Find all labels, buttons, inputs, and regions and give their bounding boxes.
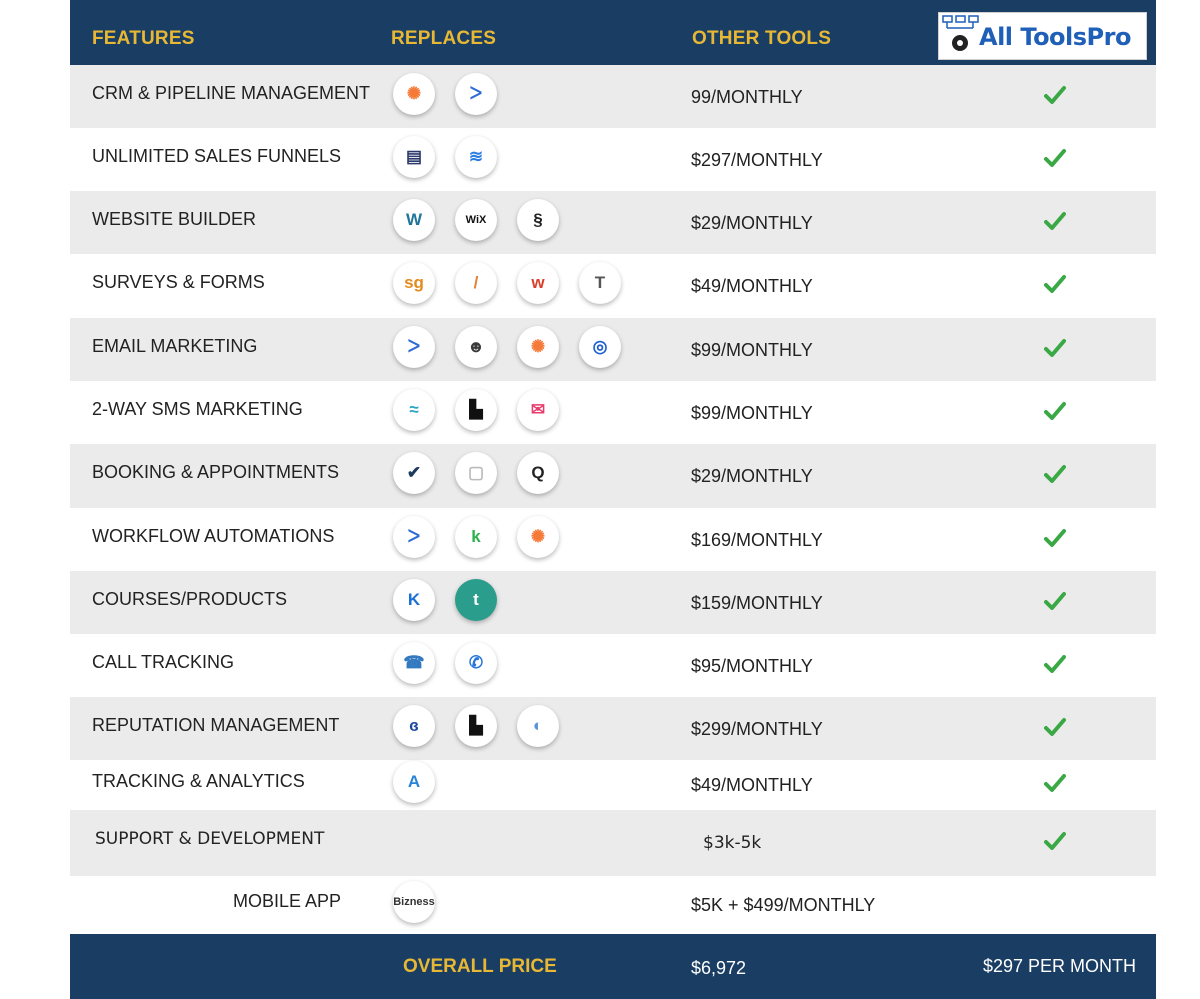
table-row xyxy=(70,65,1156,128)
grade-us-icon: ◐ xyxy=(517,705,559,747)
replaced-tools-icons xyxy=(393,73,497,115)
table-row xyxy=(70,810,1156,876)
simpletexting-icon: ≈ xyxy=(393,389,435,431)
replaced-tools-icons xyxy=(393,452,559,494)
feature-label: 2-WAY SMS MARKETING xyxy=(92,398,303,419)
checkmark-path xyxy=(1046,214,1064,228)
wufoo-icon: w xyxy=(517,262,559,304)
checkmark-path xyxy=(1046,404,1064,418)
table-row xyxy=(70,760,1156,810)
table-row xyxy=(70,128,1156,191)
replaced-tools-icons xyxy=(393,262,621,304)
checkmark-path xyxy=(1046,720,1064,734)
replaced-tools-icons xyxy=(393,136,497,178)
other-tools-price: $299/MONTHLY xyxy=(691,718,823,739)
calendly-icon: ✔ xyxy=(393,452,435,494)
calendar-icon: ▢ xyxy=(455,452,497,494)
checkmark-icon xyxy=(1044,401,1066,421)
wix-icon: WiX xyxy=(455,199,497,241)
feature-label: WORKFLOW AUTOMATIONS xyxy=(92,525,335,546)
other-tools-price: $297/MONTHLY xyxy=(691,149,823,170)
table-row xyxy=(70,697,1156,760)
checkmark-icon xyxy=(1044,464,1066,484)
checkmark-icon xyxy=(1044,591,1066,611)
acuity-icon: Q xyxy=(517,452,559,494)
checkmark-path xyxy=(1046,531,1064,545)
overall-price-footer xyxy=(70,934,1156,999)
other-tools-price: $49/MONTHLY xyxy=(691,775,813,795)
hubspot-icon: ✺ xyxy=(393,73,435,115)
checkmark-path xyxy=(1046,834,1064,848)
checkmark-icon xyxy=(1044,338,1066,358)
table-row xyxy=(70,381,1156,444)
checkmark-path xyxy=(1046,151,1064,165)
pricing-comparison-table xyxy=(70,0,1156,999)
feature-label: REPUTATION MANAGEMENT xyxy=(92,714,340,735)
feature-label: COURSES/PRODUCTS xyxy=(92,588,288,609)
other-tools-price: $99/MONTHLY xyxy=(691,339,813,360)
jotform-icon: / xyxy=(455,262,497,304)
our-price: $297 PER MONTH xyxy=(983,956,1137,976)
feature-label: TRACKING & ANALYTICS xyxy=(92,771,305,791)
replaced-tools-icons xyxy=(393,705,559,747)
replaced-tools-icons xyxy=(393,642,497,684)
bizness-apps-icon: Bizness xyxy=(393,881,435,923)
birdeye-icon: ɞ xyxy=(393,705,435,747)
other-tools-price: $99/MONTHLY xyxy=(691,402,813,423)
activecampaign-icon: ᐳ xyxy=(455,73,497,115)
callrail-icon: ☎ xyxy=(393,642,435,684)
replaced-tools-icons xyxy=(393,881,435,923)
checkmark-icon xyxy=(1044,85,1066,105)
podium-icon: ▙ xyxy=(455,389,497,431)
other-tools-price: $159/MONTHLY xyxy=(691,592,823,613)
surveygizmo-icon: sg xyxy=(393,262,435,304)
teachable-icon: t xyxy=(455,579,497,621)
calltrackingmetrics-icon: ✆ xyxy=(455,642,497,684)
table-row xyxy=(70,508,1156,571)
checkmark-path xyxy=(1046,341,1064,355)
checkmark-path xyxy=(1046,657,1064,671)
feature-label: MOBILE APP xyxy=(233,891,342,911)
table-row xyxy=(70,634,1156,697)
checkmark-icon xyxy=(1044,528,1066,548)
replaced-tools-icons xyxy=(393,389,559,431)
feature-label: SUPPORT & DEVELOPMENT xyxy=(95,829,325,849)
other-tools-price: $29/MONTHLY xyxy=(691,466,813,486)
feature-label: CALL TRACKING xyxy=(92,651,235,672)
other-tools-price: $49/MONTHLY xyxy=(691,276,813,296)
table-row xyxy=(70,876,1156,934)
clickfunnels-icon: ▤ xyxy=(393,136,435,178)
replaced-tools-icons xyxy=(393,516,559,558)
leadpages-icon: ≋ xyxy=(455,136,497,178)
feature-label: UNLIMITED SALES FUNNELS xyxy=(92,145,342,166)
checkmark-path xyxy=(1046,776,1064,790)
typeform-icon: T xyxy=(579,262,621,304)
checkmark-path xyxy=(1046,594,1064,608)
wordpress-icon: W xyxy=(393,199,435,241)
logo-text: All ToolsPro xyxy=(979,23,1131,51)
table-row xyxy=(70,318,1156,381)
other-tools-price: $169/MONTHLY xyxy=(691,529,823,550)
hubspot-icon: ✺ xyxy=(517,326,559,368)
other-tools-price: $29/MONTHLY xyxy=(691,212,813,233)
squarespace-icon: § xyxy=(517,199,559,241)
feature-label: BOOKING & APPOINTMENTS xyxy=(92,462,340,482)
feature-label: EMAIL MARKETING xyxy=(92,335,258,356)
checkmark-icon xyxy=(1044,717,1066,737)
constantcontact-icon: ◎ xyxy=(579,326,621,368)
replaced-tools-icons xyxy=(393,761,435,803)
analytics-icon: A xyxy=(393,761,435,803)
checkmark-icon xyxy=(1044,654,1066,674)
kajabi-icon: K xyxy=(393,579,435,621)
replaced-tools-icons xyxy=(393,579,497,621)
activecampaign-icon: ᐳ xyxy=(393,516,435,558)
other-tools-price: $5K + $499/MONTHLY xyxy=(691,895,876,915)
checkmark-path xyxy=(1046,88,1064,102)
checkmark-icon xyxy=(1044,211,1066,231)
hubspot-icon: ✺ xyxy=(517,516,559,558)
mailchimp-icon: ☻ xyxy=(455,326,497,368)
feature-label: SURVEYS & FORMS xyxy=(92,272,265,292)
other-tools-price: $95/MONTHLY xyxy=(691,655,813,676)
feature-label: CRM & PIPELINE MANAGEMENT xyxy=(92,82,371,103)
other-tools-price: $3k-5k xyxy=(703,833,762,853)
table-row xyxy=(70,254,1156,318)
keap-icon: k xyxy=(455,516,497,558)
feature-label: WEBSITE BUILDER xyxy=(92,208,257,229)
other-tools-column-header: OTHER TOOLS xyxy=(692,28,832,49)
features-column-header: FEATURES xyxy=(92,28,195,49)
table-row xyxy=(70,444,1156,508)
messaging-icon: ✉ xyxy=(517,389,559,431)
checkmark-icon xyxy=(1044,274,1066,294)
table-row xyxy=(70,191,1156,254)
checkmark-icon xyxy=(1044,831,1066,851)
other-tools-price: 99/MONTHLY xyxy=(691,86,803,107)
checkmark-path xyxy=(1046,467,1064,481)
podium-icon: ▙ xyxy=(455,705,497,747)
replaces-column-header: REPLACES xyxy=(391,28,497,49)
all-toolspro-logo xyxy=(938,12,1147,60)
checkmark-icon xyxy=(1044,148,1066,168)
checkmark-icon xyxy=(1044,773,1066,793)
activecampaign-icon: ᐳ xyxy=(393,326,435,368)
table-header xyxy=(70,0,1156,67)
other-tools-total: $6,972 xyxy=(691,958,747,978)
replaced-tools-icons xyxy=(393,326,621,368)
replaced-tools-icons xyxy=(393,199,559,241)
gear-network-icon xyxy=(941,14,981,58)
checkmark-path xyxy=(1046,277,1064,291)
overall-price-label: OVERALL PRICE xyxy=(403,956,557,977)
table-row xyxy=(70,571,1156,634)
